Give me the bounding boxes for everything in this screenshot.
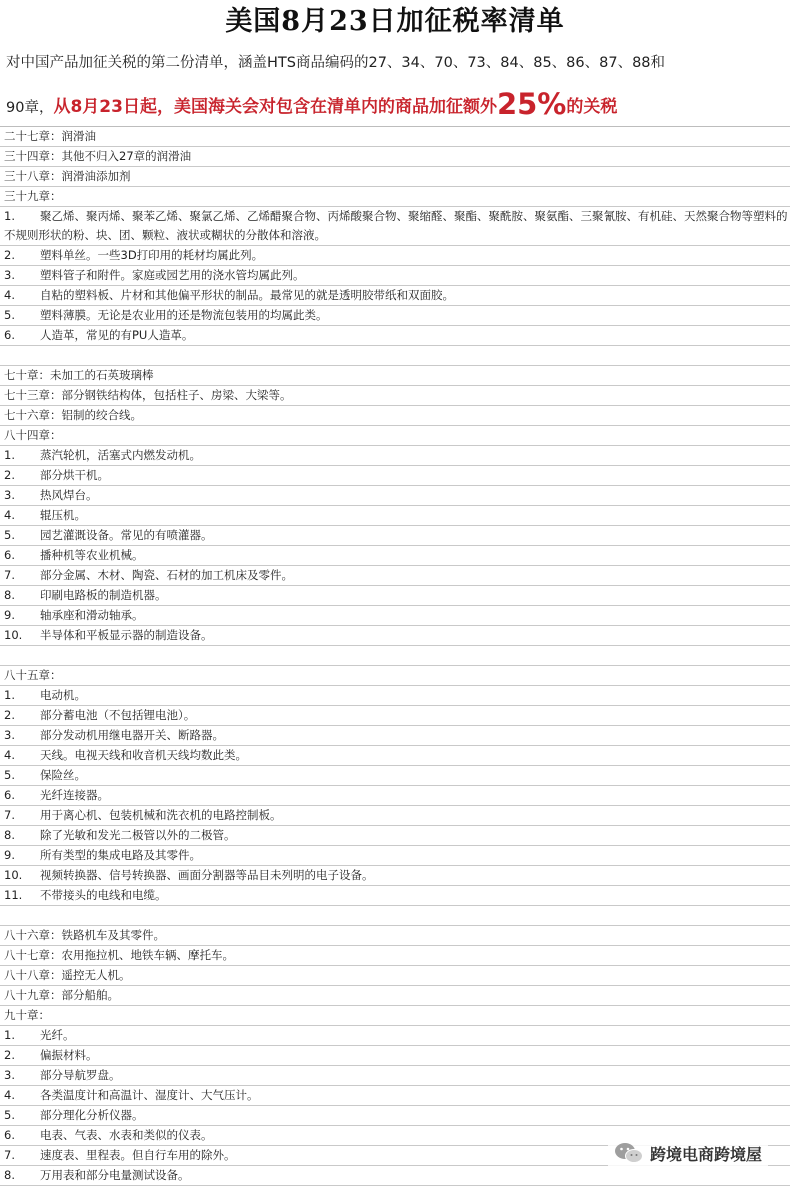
list-row [0, 926, 790, 946]
page-title: 美国8月23日加征税率清单 [225, 6, 565, 37]
item-number: 5. [4, 768, 15, 782]
item-number: 5. [4, 308, 15, 322]
item-text: 天线。电视天线和收音机天线均数此类。 [40, 748, 247, 762]
list-row [0, 127, 790, 147]
item-text: 除了光敏和发光二极管以外的二极管。 [40, 828, 236, 842]
item-text: 所有类型的集成电路及其零件。 [40, 848, 201, 862]
item-text: 三十九章： [4, 189, 62, 203]
list-row [0, 306, 790, 326]
list-row [0, 286, 790, 306]
item-number: 2. [4, 1048, 15, 1062]
list-row [0, 886, 790, 906]
item-number: 8. [4, 828, 15, 842]
item-number: 2. [4, 248, 15, 262]
list-row [0, 726, 790, 746]
list-row [0, 606, 790, 626]
list-row [0, 1106, 790, 1126]
item-text: 八十九章：部分船舶。 [4, 988, 119, 1002]
item-text: 塑料单丝。一些3D打印用的耗材均属此列。 [40, 248, 264, 262]
item-text: 八十七章：农用拖拉机、地铁车辆、摩托车。 [4, 948, 234, 962]
list-row [0, 246, 790, 266]
item-text: 八十六章：铁路机车及其零件。 [4, 928, 165, 942]
intro-paragraph [0, 44, 790, 126]
item-text: 塑料薄膜。无论是农业用的还是物流包装用的均属此类。 [40, 308, 328, 322]
item-text: 部分理化分析仪器。 [40, 1108, 144, 1122]
item-text: 三十八章：润滑油添加剂 [4, 169, 131, 183]
item-text: 辊压机。 [40, 508, 86, 522]
list-row [0, 566, 790, 586]
list-row [0, 546, 790, 566]
intro-line-1: 对中国产品加征关税的第二份清单，涵盖HTS商品编码的27、34、70、73、84、85、86、87、88和 [6, 55, 666, 71]
list-row [0, 666, 790, 686]
tariff-list [0, 126, 790, 1186]
item-text: 七十六章：铝制的绞合线。 [4, 408, 142, 422]
intro-chapter-end: 90章， [6, 100, 54, 116]
list-row [0, 586, 790, 606]
watermark-text: 跨境电商跨境屋 [649, 1144, 762, 1164]
item-text: 部分导航罗盘。 [40, 1068, 121, 1082]
item-number: 1. [4, 688, 15, 702]
list-row [0, 466, 790, 486]
tariff-rate: 25% [496, 87, 567, 121]
item-text: 部分金属、木材、陶瓷、石材的加工机床及零件。 [40, 568, 293, 582]
intro-highlight: 从8月23日起，美国海关会对包含在清单内的商品加征额外 [53, 97, 497, 117]
list-row [0, 806, 790, 826]
item-text: 光纤。 [40, 1028, 75, 1042]
item-text: 聚乙烯、聚丙烯、聚苯乙烯、聚氯乙烯、乙烯醋聚合物、丙烯酸聚合物、聚缩醛、聚酯、聚酰胺、聚氨酯、三聚氰胺、有机硅、天然聚合物等塑料的不规则形状的粉、块、团、颗粒、液状或糊状的分散体和溶液。 [4, 209, 788, 242]
item-text: 园艺灌溉设备。常见的有喷灌器。 [40, 528, 213, 542]
item-text: 视频转换器、信号转换器、画面分割器等品目未列明的电子设备。 [40, 868, 374, 882]
item-number: 5. [4, 1108, 15, 1122]
list-row [0, 686, 790, 706]
item-text: 部分蓄电池（不包括锂电池）。 [40, 708, 196, 722]
list-row [0, 167, 790, 187]
item-number: 2. [4, 468, 15, 482]
item-number: 6. [4, 788, 15, 802]
intro-line-2 [6, 82, 784, 126]
item-number: 1. [4, 209, 15, 223]
item-text: 光纤连接器。 [40, 788, 109, 802]
list-row [0, 866, 790, 886]
item-text: 人造革，常见的有PU人造革。 [40, 328, 194, 342]
item-text: 偏振材料。 [40, 1048, 98, 1062]
item-text: 速度表、里程表。但自行车用的除外。 [40, 1148, 236, 1162]
item-text: 热风焊台。 [40, 488, 98, 502]
item-text: 轴承座和滑动轴承。 [40, 608, 144, 622]
item-text: 八十四章： [4, 428, 62, 442]
list-row [0, 706, 790, 726]
item-text: 九十章： [4, 1008, 50, 1022]
item-text: 八十五章： [4, 668, 62, 682]
item-text: 万用表和部分电量测试设备。 [40, 1168, 190, 1182]
item-number: 10. [4, 868, 23, 882]
item-number: 9. [4, 848, 15, 862]
empty-row [0, 646, 790, 666]
item-text: 用于离心机、包装机械和洗衣机的电路控制板。 [40, 808, 282, 822]
list-row [0, 966, 790, 986]
item-text: 蒸汽轮机，活塞式内燃发动机。 [40, 448, 201, 462]
item-text: 各类温度计和高温计、湿度计、大气压计。 [40, 1088, 259, 1102]
list-row [0, 386, 790, 406]
list-row [0, 266, 790, 286]
item-number: 4. [4, 288, 15, 302]
item-text: 播种机等农业机械。 [40, 548, 144, 562]
list-row [0, 1006, 790, 1026]
item-number: 11. [4, 888, 23, 902]
list-row [0, 187, 790, 207]
list-row [0, 1066, 790, 1086]
item-text: 半导体和平板显示器的制造设备。 [40, 628, 213, 642]
item-number: 6. [4, 328, 15, 342]
item-text: 电动机。 [40, 688, 86, 702]
item-text: 三十四章：其他不归入27章的润滑油 [4, 149, 192, 163]
item-number: 3. [4, 268, 15, 282]
list-row [0, 366, 790, 386]
list-row [0, 946, 790, 966]
list-row [0, 446, 790, 466]
item-number: 7. [4, 1148, 15, 1162]
list-row [0, 1086, 790, 1106]
list-row [0, 486, 790, 506]
item-number: 7. [4, 808, 15, 822]
list-row [0, 406, 790, 426]
item-number: 9. [4, 608, 15, 622]
item-text: 七十三章：部分钢铁结构体，包括柱子、房梁、大梁等。 [4, 388, 292, 402]
item-text: 部分烘干机。 [40, 468, 109, 482]
empty-row [0, 906, 790, 926]
item-text: 部分发动机用继电器开关、断路器。 [40, 728, 224, 742]
list-row [0, 986, 790, 1006]
list-row [0, 426, 790, 446]
list-row [0, 626, 790, 646]
item-number: 3. [4, 728, 15, 742]
list-row [0, 1026, 790, 1046]
list-row [0, 786, 790, 806]
item-number: 3. [4, 488, 15, 502]
item-text: 二十七章：润滑油 [4, 129, 96, 143]
wechat-icon [614, 1142, 644, 1164]
list-row [0, 526, 790, 546]
empty-row [0, 346, 790, 366]
list-row [0, 147, 790, 167]
item-text: 自粘的塑料板、片材和其他偏平形状的制品。最常见的就是透明胶带纸和双面胶。 [40, 288, 454, 302]
item-text: 不带接头的电线和电缆。 [40, 888, 167, 902]
item-text: 七十章：未加工的石英玻璃棒 [4, 368, 154, 382]
list-row [0, 826, 790, 846]
list-row [0, 766, 790, 786]
item-number: 6. [4, 1128, 15, 1142]
item-text: 印刷电路板的制造机器。 [40, 588, 167, 602]
item-text: 保险丝。 [40, 768, 86, 782]
list-row [0, 846, 790, 866]
list-row [0, 207, 790, 246]
item-text: 塑料管子和附件。家庭或园艺用的浇水管均属此列。 [40, 268, 305, 282]
intro-highlight-end: 的关税 [566, 97, 618, 117]
item-number: 6. [4, 548, 15, 562]
item-number: 3. [4, 1068, 15, 1082]
list-row [0, 506, 790, 526]
list-row [0, 1046, 790, 1066]
list-row [0, 1166, 790, 1186]
item-number: 8. [4, 588, 15, 602]
item-number: 1. [4, 1028, 15, 1042]
item-number: 2. [4, 708, 15, 722]
list-row [0, 326, 790, 346]
item-number: 7. [4, 568, 15, 582]
item-text: 八十八章：遥控无人机。 [4, 968, 131, 982]
item-text: 电表、气表、水表和类似的仪表。 [40, 1128, 213, 1142]
list-row [0, 746, 790, 766]
watermark [608, 1140, 768, 1166]
item-number: 5. [4, 528, 15, 542]
item-number: 4. [4, 508, 15, 522]
item-number: 8. [4, 1168, 15, 1182]
item-number: 4. [4, 1088, 15, 1102]
item-number: 1. [4, 448, 15, 462]
item-number: 4. [4, 748, 15, 762]
item-number: 10. [4, 628, 23, 642]
